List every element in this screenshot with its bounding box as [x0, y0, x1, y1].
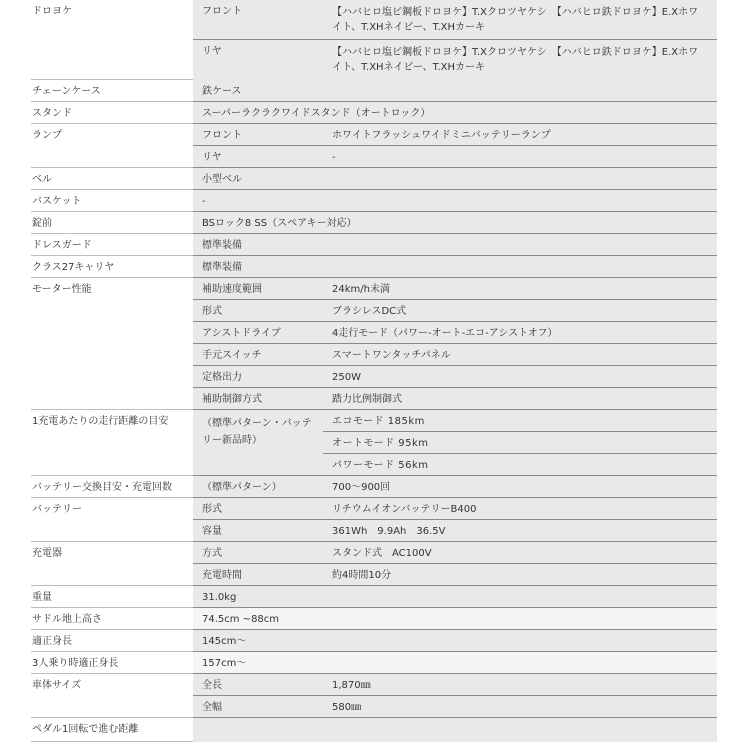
- spec-value: BSロック8 SS（スペアキー対応）: [193, 212, 717, 234]
- spec-subrow: [193, 542, 717, 564]
- spec-subrow: [193, 520, 717, 542]
- spec-label: サドル地上高さ: [31, 608, 193, 630]
- spec-subrow: [193, 344, 717, 366]
- spec-value: [193, 718, 717, 742]
- sub-label: リヤ: [202, 152, 222, 163]
- spec-label: スタンド: [31, 102, 193, 124]
- spec-label: バスケット: [31, 190, 193, 212]
- spec-row-height-3: [31, 652, 717, 674]
- sub-value: リチウムイオンバッテリーB400: [332, 504, 477, 515]
- spec-row-pedal: [31, 718, 717, 742]
- spec-row-height: [31, 630, 717, 652]
- sub-value: 24km/h未満: [332, 284, 390, 295]
- sub-value: 【ハバヒロ塩ビ鋼板ドロヨケ】T.Xクロツヤケシ 【ハバヒロ鉄ドロヨケ】E.Xホワイト、T.XHネイビー、T.XHカーキ: [332, 7, 699, 33]
- spec-subrow: [193, 564, 717, 586]
- spec-row-weight: [31, 586, 717, 608]
- spec-row-doroyoke: [31, 0, 717, 80]
- spec-values: [193, 0, 717, 80]
- spec-row-motor: [31, 278, 717, 410]
- spec-row-bell: [31, 168, 717, 190]
- spec-values: [193, 542, 717, 586]
- spec-value: 157cm〜: [193, 652, 717, 674]
- spec-value: 標準装備: [193, 234, 717, 256]
- sub-label: 形式: [202, 306, 222, 317]
- sub-label: 充電時間: [202, 570, 242, 581]
- spec-row-chain-case: [31, 80, 717, 102]
- sub-label: アシストドライブ: [202, 328, 281, 339]
- spec-row-charger: [31, 542, 717, 586]
- spec-label: ランプ: [31, 124, 193, 168]
- spec-label: ペダル1回転で進む距離: [31, 718, 193, 742]
- spec-values: [193, 278, 717, 410]
- sub-value: 580㎜: [332, 702, 362, 713]
- spec-label: 充電器: [31, 542, 193, 586]
- spec-row-size: [31, 674, 717, 718]
- spec-label: クラス27キャリヤ: [31, 256, 193, 278]
- spec-label: 車体サイズ: [31, 674, 193, 718]
- spec-subrow: [193, 498, 717, 520]
- sub-value: ブラシレスDC式: [332, 306, 407, 317]
- sub-label: 形式: [202, 504, 222, 515]
- sub-label: 全長: [202, 680, 222, 691]
- spec-subrow: [193, 388, 717, 410]
- sub-label: リヤ: [202, 46, 222, 57]
- sub-label: 方式: [202, 548, 222, 559]
- spec-label: 3人乗り時適正身長: [31, 652, 193, 674]
- spec-subrow: [193, 674, 717, 696]
- sub-value: 250W: [332, 372, 361, 383]
- sub-value: 1,870㎜: [332, 680, 371, 691]
- sub-label: 補助速度範囲: [202, 284, 262, 295]
- spec-value: 31.0kg: [193, 586, 717, 608]
- spec-subrow: [193, 146, 717, 168]
- spec-row-stand: [31, 102, 717, 124]
- spec-subrow: [193, 0, 717, 40]
- range-value: エコモード 185km: [323, 410, 717, 432]
- spec-subrow: [193, 278, 717, 300]
- spec-subrow: [193, 40, 717, 82]
- spec-label: バッテリー: [31, 498, 193, 542]
- spec-subrow: [193, 696, 717, 718]
- spec-subrow: [193, 366, 717, 388]
- sub-label: （標準パターン・バッテリー新品時）: [202, 418, 312, 446]
- spec-subrow: [193, 476, 717, 498]
- sub-label: フロント: [202, 6, 242, 17]
- sub-value: 4走行モード（パワー-オート-エコ-アシストオフ）: [332, 328, 558, 339]
- spec-value: -: [193, 190, 717, 212]
- spec-label: 適正身長: [31, 630, 193, 652]
- spec-row-saddle: [31, 608, 717, 630]
- sub-value: -: [332, 152, 336, 163]
- spec-label: 1充電あたりの走行距離の目安: [31, 410, 193, 476]
- spec-label: ドレスガード: [31, 234, 193, 256]
- sub-value: 700〜900回: [332, 482, 391, 493]
- spec-subrow: [193, 124, 717, 146]
- spec-label: モーター性能: [31, 278, 193, 410]
- sub-value: 約4時間10分: [332, 570, 392, 581]
- spec-row-carrier: [31, 256, 717, 278]
- sub-value: 踏力比例制御式: [332, 394, 402, 405]
- spec-label: バッテリー交換目安・充電回数: [31, 476, 193, 498]
- sub-value: スマートワンタッチパネル: [332, 350, 451, 361]
- spec-value: 鉄ケース: [193, 80, 717, 102]
- spec-table: [31, 0, 717, 742]
- spec-row-basket: [31, 190, 717, 212]
- spec-values: [193, 410, 717, 476]
- sub-value: 361Wh 9.9Ah 36.5V: [332, 526, 446, 537]
- spec-row-battery: [31, 498, 717, 542]
- spec-value: 小型ベル: [193, 168, 717, 190]
- sub-value: ホワイトフラッシュワイドミニバッテリーランプ: [332, 130, 551, 141]
- spec-values: [193, 124, 717, 168]
- sub-label: （標準パターン）: [202, 482, 282, 493]
- sub-label: 定格出力: [202, 372, 242, 383]
- sub-value: スタンド式 AC100V: [332, 548, 432, 559]
- spec-values: [193, 674, 717, 718]
- sub-label: 補助制御方式: [202, 394, 262, 405]
- range-value: オートモード 95km: [323, 432, 717, 454]
- spec-values: [193, 476, 717, 498]
- range-values: [323, 410, 717, 475]
- sub-label: 容量: [202, 526, 222, 537]
- range-value: パワーモード 56km: [332, 460, 429, 471]
- spec-label: 重量: [31, 586, 193, 608]
- spec-row-lamp: [31, 124, 717, 168]
- spec-value: 74.5cm ~88cm: [193, 608, 717, 630]
- spec-subrow: [193, 300, 717, 322]
- sub-label: 全幅: [202, 702, 222, 713]
- sub-label: 手元スイッチ: [202, 350, 262, 361]
- spec-subrow: [193, 322, 717, 344]
- spec-value: 標準装備: [193, 256, 717, 278]
- sub-value: 【ハバヒロ塩ビ鋼板ドロヨケ】T.Xクロツヤケシ 【ハバヒロ鉄ドロヨケ】E.Xホワイト、T.XHネイビー、T.XHカーキ: [332, 47, 699, 73]
- spec-row-dress-guard: [31, 234, 717, 256]
- spec-row-range: [31, 410, 717, 476]
- sub-label: フロント: [202, 130, 242, 141]
- spec-row-battery-life: [31, 476, 717, 498]
- spec-value: 145cm〜: [193, 630, 717, 652]
- spec-label: チェーンケース: [31, 80, 193, 102]
- spec-label: ドロヨケ: [31, 0, 193, 80]
- spec-label: 錠前: [31, 212, 193, 234]
- spec-row-lock: [31, 212, 717, 234]
- spec-values: [193, 498, 717, 542]
- spec-label: ベル: [31, 168, 193, 190]
- spec-value: スーパーラクラクワイドスタンド（オートロック）: [193, 102, 717, 124]
